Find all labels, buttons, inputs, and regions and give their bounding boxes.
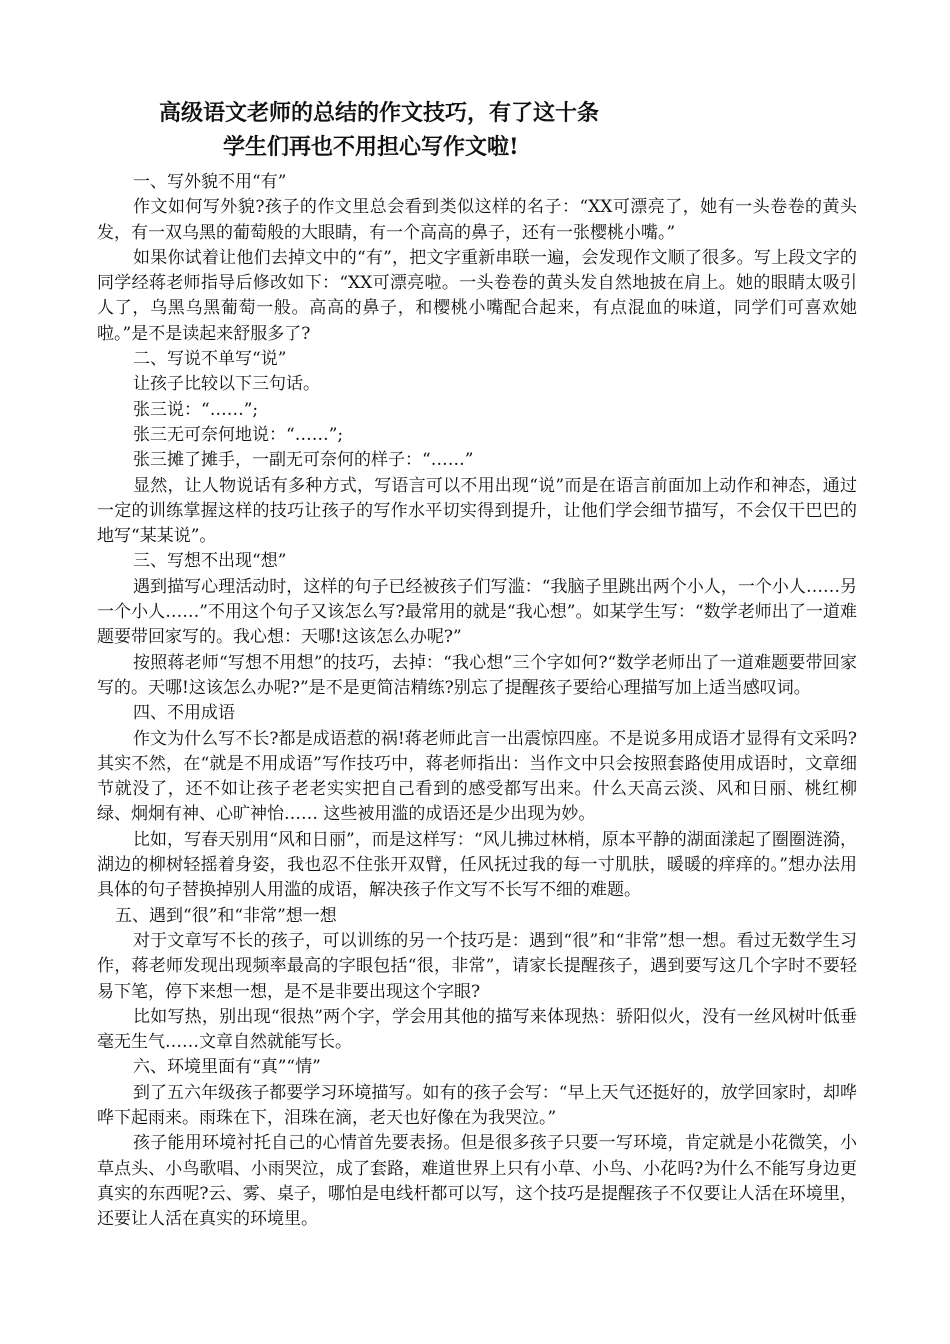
section-heading: 三、写想不出现“想”	[133, 551, 287, 572]
section-heading: 二、写说不单写“说”	[133, 349, 287, 370]
paragraph: 显然，让人物说话有多种方式，写语言可以不用出现“说”而是在语言前面加上动作和神态，通过一定的训练掌握这样的技巧让孩子的写作水平切实得到提升，让他们学会细节描写，不会仅干巴巴的地写“某某说”。	[97, 475, 857, 547]
section-heading: 四、不用成语	[133, 703, 235, 724]
paragraph: 作文为什么写不长?都是成语惹的祸!蒋老师此言一出震惊四座。不是说多用成语才显得有文采吗?其实不然，在“就是不用成语”写作技巧中，蒋老师指出：当作文中只会按照套路使用成语时，文章细节就没了，还不如让孩子老老实实把自己看到的感受都写出来。什么天高云淡、风和日丽、桃红柳绿、炯炯有神、心旷神怡…… 这些被用滥的成语还是少出现为妙。	[97, 728, 857, 825]
document-title-line-2: 学生们再也不用担心写作文啦!	[223, 134, 519, 160]
paragraph: 作文如何写外貌?孩子的作文里总会看到类似这样的名子：“XX可漂亮了，她有一头卷卷的黄头发，有一双乌黑的葡萄般的大眼睛，有一个高高的鼻子，还有一张樱桃小嘴。”	[97, 197, 857, 243]
paragraph: 对于文章写不长的孩子，可以训练的另一个技巧是：遇到“很”和“非常”想一想。看过无数学生习作，蒋老师发现出现频率最高的字眼包括“很，非常”，请家长提醒孩子，遇到要写这几个字时不要轻易下笔，停下来想一想，是不是非要出现这个字眼?	[97, 930, 857, 1002]
paragraph: 比如写热，别出现“很热”两个字，学会用其他的描写来体现热：骄阳似火，没有一丝风树叶低垂毫无生气……文章自然就能写长。	[97, 1006, 857, 1053]
paragraph: 张三摊了摊手，一副无可奈何的样子：“……”	[133, 450, 474, 471]
section-heading: 五、遇到“很”和“非常”想一想	[115, 905, 337, 926]
paragraph: 孩子能用环境衬托自己的心情首先要表扬。但是很多孩子只要一写环境，肯定就是小花微笑，小草点头、小鸟歌唱、小雨哭泣，成了套路，难道世界上只有小草、小鸟、小花吗?为什么不能写身边更真实的东西呢?云、雾、桌子，哪怕是电线杆都可以写，这个技巧是提醒孩子不仅要让人活在环境里，还要让人活在真实的环境里。	[97, 1133, 857, 1230]
section-heading: 一、写外貌不用“有”	[133, 172, 287, 192]
paragraph: 如果你试着让他们去掉文中的“有”，把文字重新串联一遍，会发现作文顺了很多。写上段文字的同学经蒋老师指导后修改如下：“XX可漂亮啦。一头卷卷的黄头发自然地披在肩上。她的眼睛太吸引人了，乌黑乌黑葡萄一般。高高的鼻子，和樱桃小嘴配合起来，有点混血的味道，同学们可喜欢她啦。”是不是读起来舒服多了?	[97, 247, 857, 344]
paragraph: 让孩子比较以下三句话。	[133, 374, 320, 395]
paragraph: 遇到描写心理活动时，这样的句子已经被孩子们写滥：“我脑子里跳出两个小人，一个小人……另一个小人……”不用这个句子又该怎么写?最常用的就是“我心想”。如某学生写：“数学老师出了一道难题要带回家写的。我心想：天哪!这该怎么办呢?”	[97, 576, 857, 648]
paragraph: 张三无可奈何地说：“……”;	[133, 424, 344, 445]
document-page	[97, 96, 857, 1232]
paragraph: 张三说：“……”;	[133, 399, 259, 420]
paragraph: 按照蒋老师“写想不用想”的技巧，去掉：“我心想”三个字如何?“数学老师出了一道难题要带回家写的。天哪!这该怎么办呢?”是不是更简洁精练?别忘了提醒孩子要给心理描写加上适当感叹词。	[97, 652, 857, 698]
paragraph: 比如，写春天别用“风和日丽”，而是这样写：“风儿拂过林梢，原本平静的湖面漾起了圈圈涟漪，湖边的柳树轻摇着身姿，我也忍不住张开双臂，任风抚过我的每一寸肌肤，暖暖的痒痒的。”想办法用具体的句子替换掉别人用滥的成语，解决孩子作文写不长写不细的难题。	[97, 829, 857, 901]
document-title-line-1: 高级语文老师的总结的作文技巧，有了这十条	[159, 100, 600, 126]
document-body	[97, 170, 857, 1232]
paragraph: 到了五六年级孩子都要学习环境描写。如有的孩子会写：“早上天气还挺好的，放学回家时，却哗哗下起雨来。雨珠在下，泪珠在滴，老天也好像在为我哭泣。”	[97, 1082, 857, 1128]
section-heading: 六、环境里面有“真”“情”	[133, 1057, 321, 1078]
